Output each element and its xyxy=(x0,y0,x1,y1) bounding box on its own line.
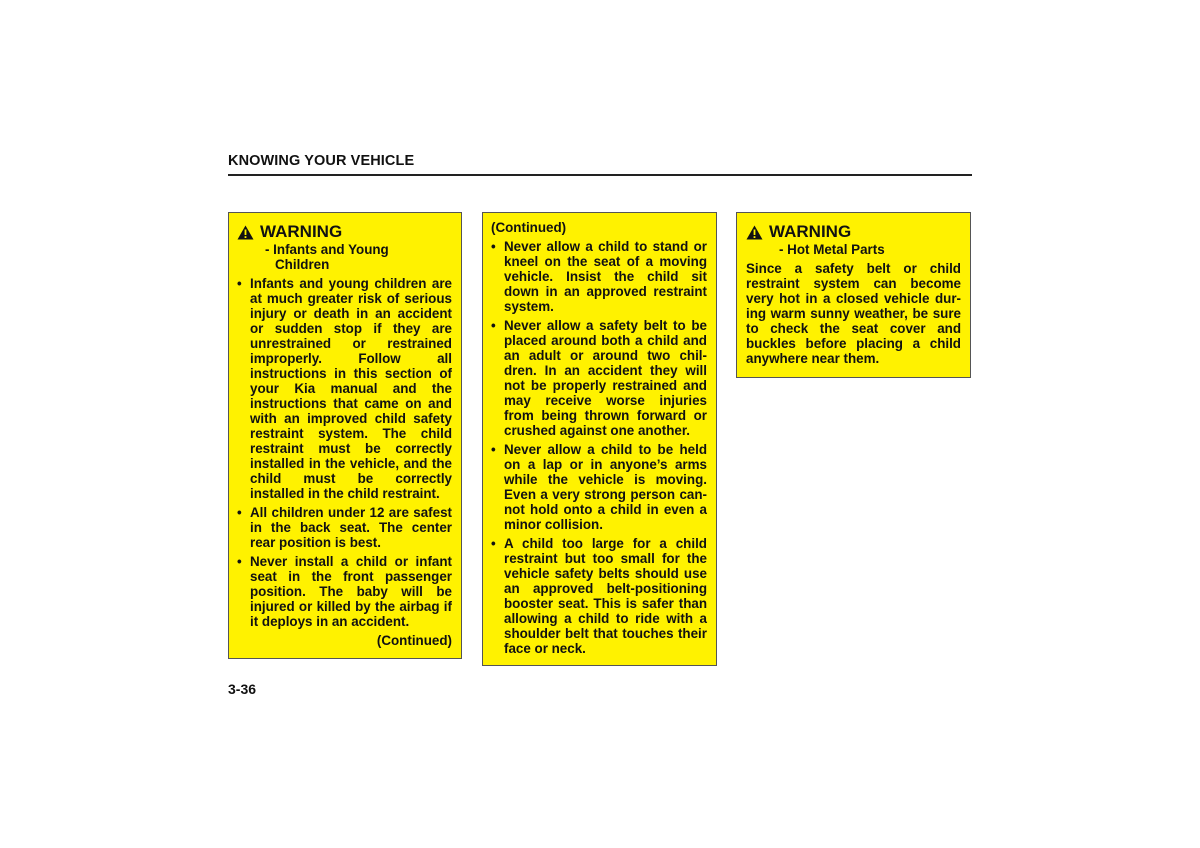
page-number: 3-36 xyxy=(228,681,257,697)
continued-label: (Continued) xyxy=(376,633,452,648)
warning-box-infants xyxy=(228,212,462,659)
list-item: • Infants and young children are at much greater risk of serious injury or death in an accident or sudden stop if they are unrestrained or restrained improperly. Follow all instructions in this section of your Kia manual and the instructions that came on and with an improved child safety restraint system. The child restraint must be correctly installed in the vehicle, and the child must be correctly installed in the child restraint. xyxy=(237,276,452,501)
warning-heading-text: WARNING xyxy=(769,222,852,241)
warning-body: Since a safety belt or child restraint system can become very hot in a closed vehicle dur-ing warm sunny weather, be sure to check the seat cover and buckles before placing a child anywhere near them. xyxy=(746,261,961,366)
warning-heading xyxy=(746,222,961,242)
list-item: • Never install a child or infant seat in the front passenger position. The baby will be injured or killed by the airbag if it deploys in an accident. xyxy=(237,554,452,629)
warning-triangle-icon xyxy=(746,225,763,240)
warning-box-continued xyxy=(482,212,717,666)
warning-subtitle-line2: Children xyxy=(275,257,330,272)
list-item: • A child too large for a child restraint but too small for the vehicle safety belts should use an approved belt-positioning booster seat. This is safer than allowing a child to ride with a shoulder belt that touches their face or neck. xyxy=(491,536,707,656)
warning-subtitle-line1: - Infants and Young xyxy=(265,242,389,257)
list-item: • Never allow a child to be held on a lap or in anyone’s arms while the vehicle is moving. Even a very strong person can-not hold onto a child in even a minor collision. xyxy=(491,442,707,532)
section-title: KNOWING YOUR VEHICLE xyxy=(228,153,415,169)
list-item: • Never allow a child to stand or kneel on the seat of a moving vehicle. Insist the child sit down in an approved restraint system. xyxy=(491,239,707,314)
list-item: • Never allow a safety belt to be placed around both a child and an adult or around two chil-dren. In an accident they will not be properly restrained and may receive worse injuries from being thrown forward or crushed against one another. xyxy=(491,318,707,438)
warning-list xyxy=(237,276,452,629)
warning-heading xyxy=(237,222,452,242)
continued-label: (Continued) xyxy=(491,220,567,235)
warning-subtitle: - Hot Metal Parts xyxy=(779,242,885,257)
warning-heading-text: WARNING xyxy=(260,222,343,241)
warning-list xyxy=(491,239,707,656)
header-rule xyxy=(228,174,972,176)
warning-box-hot-metal xyxy=(736,212,971,378)
warning-subtitle xyxy=(237,242,452,272)
warning-triangle-icon xyxy=(237,225,254,240)
list-item: • All children under 12 are safest in the back seat. The center rear position is best. xyxy=(237,505,452,550)
